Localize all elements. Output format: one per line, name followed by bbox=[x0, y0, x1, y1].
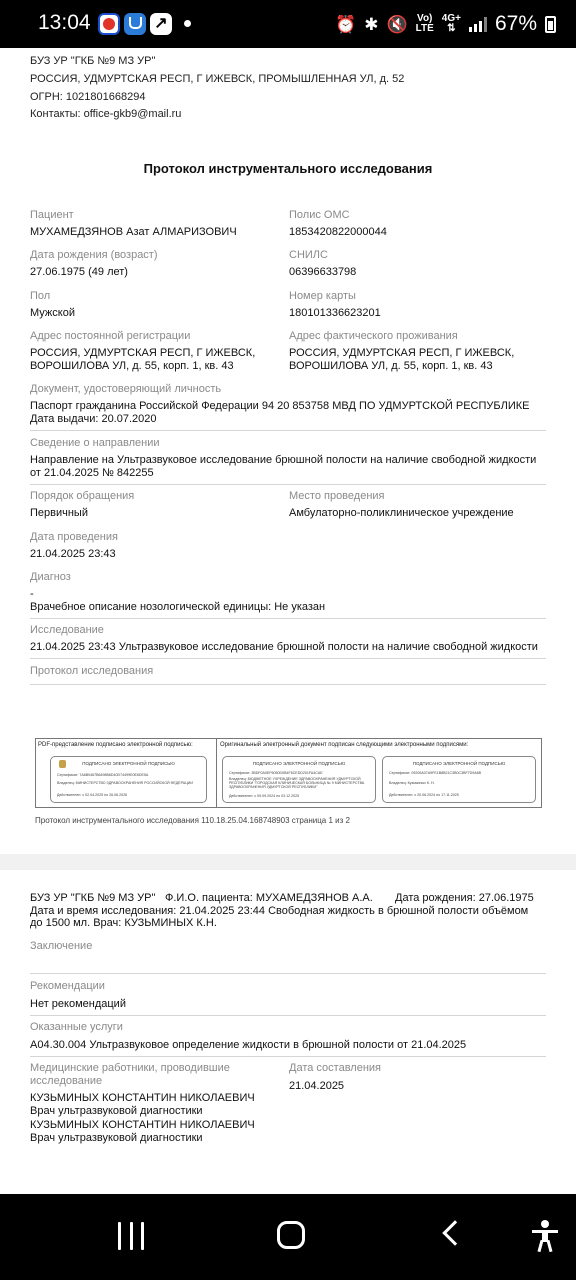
oms-value: 1853420822000044 bbox=[289, 226, 387, 238]
notification-dot-icon bbox=[184, 20, 191, 27]
divider bbox=[30, 430, 546, 431]
services-label: Оказанные услуги bbox=[30, 1021, 123, 1033]
services-value: А04.30.004 Ультразвуковое определение жидкости в брюшной полости от 21.04.2025 bbox=[30, 1039, 467, 1051]
app-icon bbox=[124, 13, 146, 35]
card-label: Номер карты bbox=[289, 290, 356, 302]
referral-line2: от 21.04.2025 № 842255 bbox=[30, 467, 154, 479]
divider bbox=[30, 973, 546, 974]
protocol-label: Протокол исследования bbox=[30, 665, 154, 677]
accessibility-icon[interactable] bbox=[532, 1220, 558, 1252]
reg-address-line1: РОССИЯ, УДМУРТСКАЯ РЕСП, Г ИЖЕВСК, bbox=[30, 347, 256, 359]
page2-patient: Ф.И.О. пациента: МУХАМЕДЗЯНОВ А.А. bbox=[165, 892, 373, 904]
page-footer: Протокол инструментального исследования 110.18.25.04.168748903 страница 1 из 2 bbox=[35, 816, 350, 825]
e-signature-block bbox=[35, 738, 542, 808]
staff-role: Врач ультразвуковой диагностики bbox=[30, 1132, 203, 1144]
divider bbox=[30, 484, 546, 485]
signal-icon bbox=[469, 16, 487, 32]
diagnosis-dash: - bbox=[30, 588, 34, 600]
divider bbox=[30, 1015, 546, 1016]
org-address: РОССИЯ, УДМУРТСКАЯ РЕСП, Г ИЖЕВСК, ПРОМЫШЛЕННАЯ УЛ, д. 52 bbox=[30, 73, 405, 85]
referral-line1: Направление на Ультразвуковое исследование брюшной полости на наличие свободной жидкости bbox=[30, 454, 537, 466]
snils-value: 06396633798 bbox=[289, 266, 357, 278]
study-date-value: 21.04.2025 23:43 bbox=[30, 548, 116, 560]
network-gen-indicator: 4G+ ⇅ bbox=[441, 13, 461, 34]
divider bbox=[30, 684, 546, 685]
page2-dob: Дата рождения: 27.06.1975 bbox=[395, 892, 534, 904]
divider bbox=[30, 1056, 546, 1057]
staff-label-line1: Медицинские работники, проводившие bbox=[30, 1062, 230, 1074]
reg-address-label: Адрес постоянной регистрации bbox=[30, 330, 191, 342]
staff-name: КУЗЬМИНЫХ КОНСТАНТИН НИКОЛАЕВИЧ bbox=[30, 1119, 255, 1131]
study-value: 21.04.2025 23:43 Ультразвуковое исследование брюшной полости на наличие свободной жидкости bbox=[30, 641, 538, 653]
recommendations-value: Нет рекомендаций bbox=[30, 998, 126, 1010]
home-icon[interactable] bbox=[277, 1221, 305, 1249]
fact-address-line1: РОССИЯ, УДМУРТСКАЯ РЕСП, Г ИЖЕВСК, bbox=[289, 347, 515, 359]
signature-card-hospital: ПОДПИСАНО ЭЛЕКТРОННОЙ ПОДПИСЬЮ Сертификат: 3BDF0A0EF6050D0B4F6CEDD201FA4CAE Владелец: БЮДЖЕТНОЕ УЧРЕЖДЕНИЕ ЗДРАВООХРАНЕНИЯ УДМУРТСКОЙ РЕСПУБЛИКИ "ГОРОДСКАЯ КЛИНИЧЕСКАЯ БОЛЬНИЦА № 9 МИНИСТЕРСТВА ЗДРАВООХРАНЕНИЯ УДМУРТСКОЙ РЕСПУБЛИКИ" Действителен: с 09.09.2024 по 03.12.2025 bbox=[222, 756, 376, 803]
dob-label: Дата рождения (возраст) bbox=[30, 249, 158, 261]
page-separator bbox=[0, 854, 576, 870]
fact-address-line2: ВОРОШИЛОВА УЛ, д. 55, корп. 1, кв. 43 bbox=[289, 360, 493, 372]
alarm-icon: ⏰ bbox=[335, 14, 357, 34]
gosuslugi-app-icon bbox=[98, 13, 120, 35]
patient-label: Пациент bbox=[30, 209, 74, 221]
page2-study-summary-line2: до 1500 мл. Врач: КУЗЬМИНЫХ К.Н. bbox=[30, 917, 217, 929]
snils-label: СНИЛС bbox=[289, 249, 328, 261]
pdf-signature-caption: PDF-представление подписано электронной подписью: bbox=[38, 742, 193, 748]
org-name: БУЗ УР "ГКБ №9 МЗ УР" bbox=[30, 55, 156, 67]
recents-icon[interactable] bbox=[118, 1222, 144, 1250]
dob-value: 27.06.1975 (49 лет) bbox=[30, 266, 128, 278]
signature-card-ministry: ПОДПИСАНО ЭЛЕКТРОННОЙ ПОДПИСЬЮ Сертификат: 7A6B0467B6498B6D40D74499E0E6DE5A Владелец: МИНИСТЕРСТВО ЗДРАВООХРАНЕНИЯ РОССИЙСКОЙ ФЕДЕРАЦИИ Действителен: с 02.04.2025 по 26.06.2026 bbox=[50, 756, 207, 803]
original-signature-caption: Оригинальный электронный документ подписан следующими электронными подписями: bbox=[220, 742, 469, 748]
place-value: Амбулаторно-поликлиническое учреждение bbox=[289, 507, 514, 519]
id-document-line2: Дата выдачи: 20.07.2020 bbox=[30, 413, 157, 425]
oms-label: Полис ОМС bbox=[289, 209, 350, 221]
page2-study-summary-line1: Дата и время исследования: 21.04.2025 23:44 Свободная жидкость в брюшной полости объёмом bbox=[30, 905, 529, 917]
visit-order-label: Порядок обращения bbox=[30, 490, 135, 502]
back-icon[interactable] bbox=[442, 1220, 467, 1245]
external-link-icon: ↗ bbox=[150, 13, 172, 35]
fact-address-label: Адрес фактического проживания bbox=[289, 330, 458, 342]
sex-value: Мужской bbox=[30, 307, 75, 319]
battery-icon bbox=[545, 16, 556, 33]
status-bar bbox=[0, 0, 576, 48]
patient-value: МУХАМЕДЗЯНОВ Азат АЛМАРИЗОВИЧ bbox=[30, 226, 237, 238]
signature-divider bbox=[216, 739, 217, 807]
compiled-date-value: 21.04.2025 bbox=[289, 1080, 345, 1092]
card-value: 180101336623201 bbox=[289, 307, 381, 319]
visit-order-value: Первичный bbox=[30, 507, 88, 519]
navigation-bar bbox=[0, 1194, 576, 1280]
staff-name: КУЗЬМИНЫХ КОНСТАНТИН НИКОЛАЕВИЧ bbox=[30, 1092, 255, 1104]
staff-role: Врач ультразвуковой диагностики bbox=[30, 1105, 203, 1117]
sex-label: Пол bbox=[30, 290, 51, 302]
document-page-1 bbox=[0, 48, 576, 854]
study-label: Исследование bbox=[30, 624, 104, 636]
page2-org: БУЗ УР "ГКБ №9 МЗ УР" bbox=[30, 892, 156, 904]
org-contacts: Контакты: office-gkb9@mail.ru bbox=[30, 108, 182, 120]
compiled-date-label: Дата составления bbox=[289, 1062, 381, 1074]
volte-indicator: Vo) LTE bbox=[415, 13, 434, 34]
battery-percent: 67% bbox=[494, 12, 537, 35]
divider bbox=[30, 618, 546, 619]
status-time: 13:04 bbox=[38, 11, 91, 34]
reg-address-line2: ВОРОШИЛОВА УЛ, д. 55, корп. 1, кв. 43 bbox=[30, 360, 234, 372]
divider bbox=[30, 658, 546, 659]
staff-label-line2: исследование bbox=[30, 1075, 103, 1087]
id-document-line1: Паспорт гражданина Российской Федерации 94 20 853758 МВД ПО УДМУРТСКОЙ РЕСПУБЛИКЕ bbox=[30, 400, 530, 412]
signature-card-doctor: ПОДПИСАНО ЭЛЕКТРОННОЙ ПОДПИСЬЮ Сертификат: 09205A07A9FE1B8B21C3B0C3BF7D9A6B Владелец: Кузьминых К. Н. Действителен: с 20.06.2024 по 17.11.2025 bbox=[382, 756, 536, 803]
place-label: Место проведения bbox=[289, 490, 385, 502]
id-document-label: Документ, удостоверяющий личность bbox=[30, 383, 222, 395]
bluetooth-icon: ✱ bbox=[364, 14, 379, 34]
diagnosis-value: Врачебное описание нозологической единицы: Не указан bbox=[30, 601, 326, 613]
document-title: Протокол инструментального исследования bbox=[143, 161, 433, 176]
recommendations-label: Рекомендации bbox=[30, 980, 105, 992]
diagnosis-label: Диагноз bbox=[30, 571, 71, 583]
mute-icon: 🔇 bbox=[386, 14, 408, 34]
document-page-2 bbox=[0, 870, 576, 1194]
conclusion-label: Заключение bbox=[30, 940, 93, 952]
referral-label: Сведение о направлении bbox=[30, 437, 160, 449]
study-date-label: Дата проведения bbox=[30, 531, 118, 543]
org-ogrn: ОГРН: 1021801668294 bbox=[30, 91, 146, 103]
